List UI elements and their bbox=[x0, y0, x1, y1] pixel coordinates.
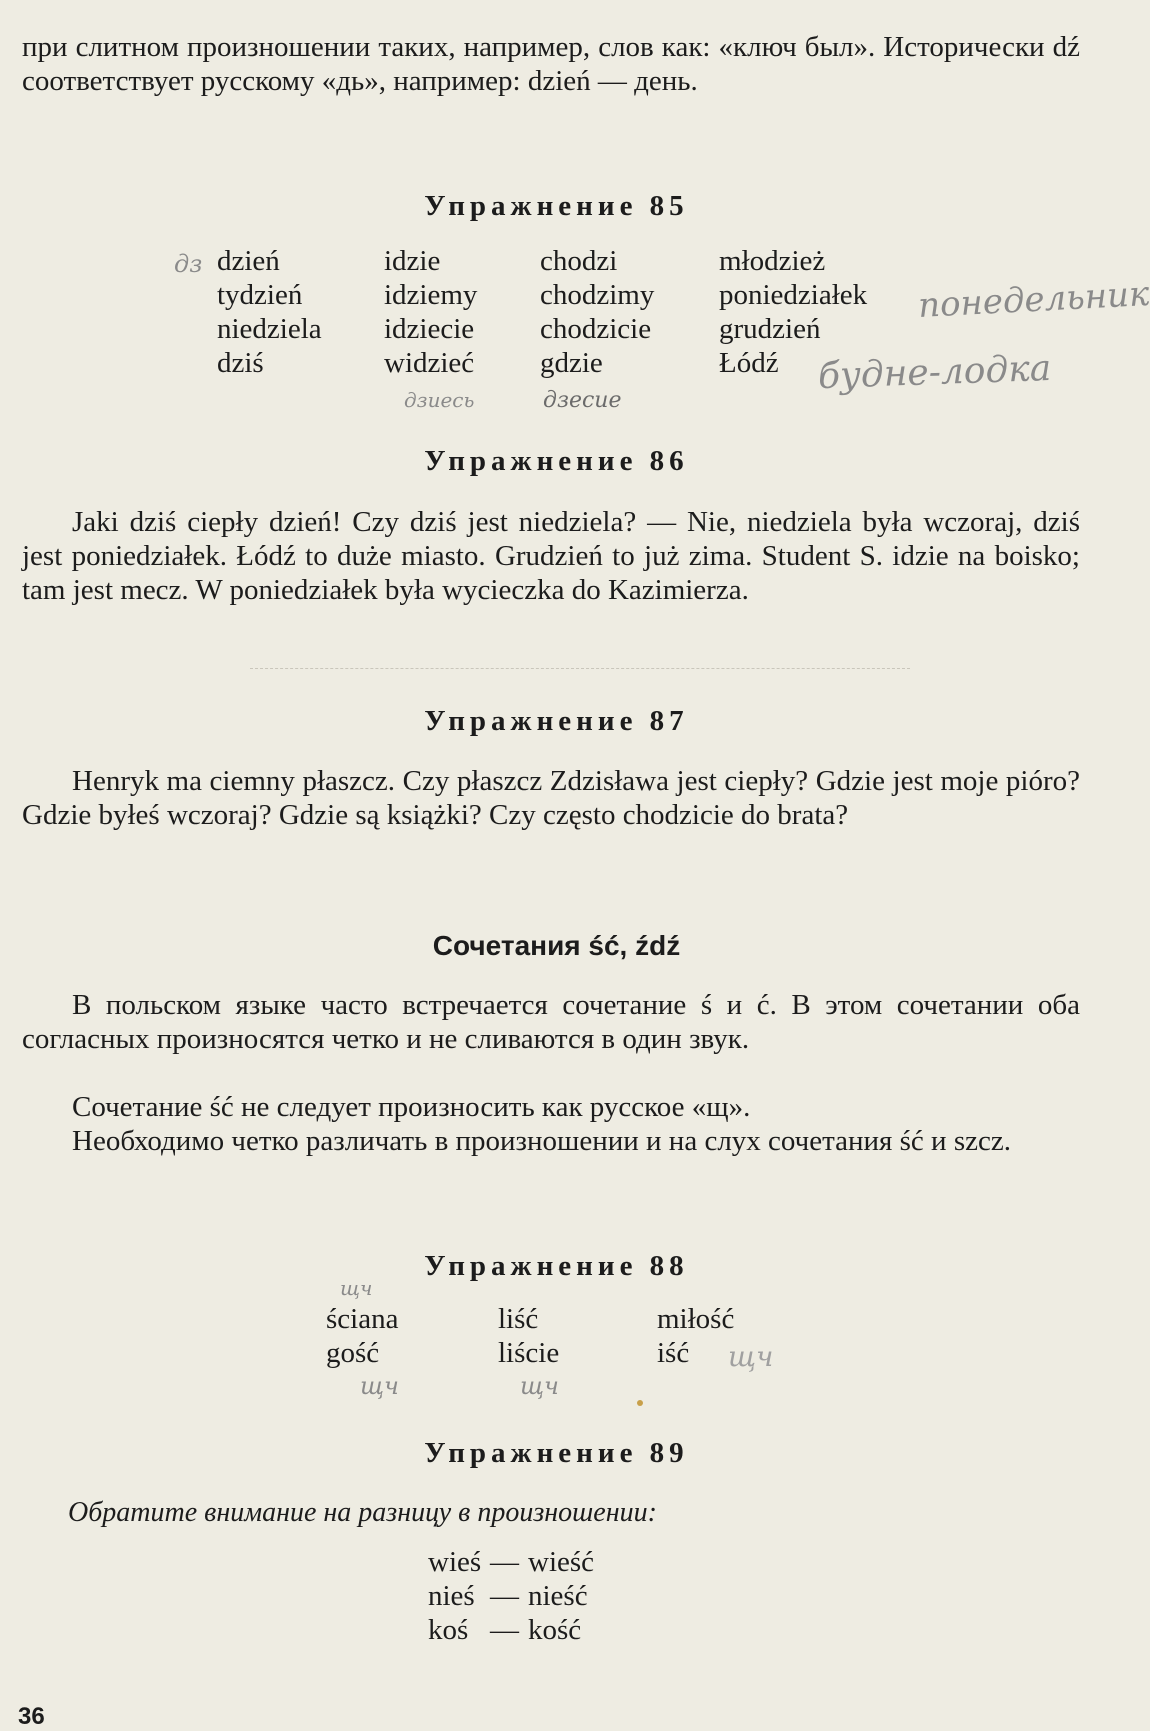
exercise-85-title: Упражнение 85 bbox=[424, 190, 689, 222]
exercise-87-title: Упражнение 87 bbox=[424, 705, 689, 737]
exercise-87-text: Henryk ma ciemny płaszcz. Czy płaszcz Zdzisława jest ciepły? Gdzie jest moje pióro? Gdzie byłeś wczoraj? Gdzie są książki? Czy często chodzicie do brata? bbox=[22, 765, 1080, 831]
handwritten-note: понедельник bbox=[917, 273, 1150, 327]
exercise-86-text: Jaki dziś ciepły dzień! Czy dziś jest niedziela? — Nie, niedziela była wczoraj, dziś jest poniedziałek. Łódź to duże miasto. Grudzień to już zima. Student S. idzie na boisko; tam jest mecz. W poniedziałek była wycieczka do Kazimierza. bbox=[22, 506, 1080, 606]
section-paragraph-3: Необходимо четко различать в произношении и на слух сочетания ść и szcz. bbox=[72, 1125, 1011, 1157]
divider bbox=[250, 668, 910, 669]
handwritten-note: щч bbox=[520, 1372, 559, 1400]
ex85-column-3 bbox=[540, 244, 654, 380]
pair-dash: — bbox=[490, 1546, 519, 1578]
handwritten-note: дзесие bbox=[543, 388, 622, 413]
ex85-word: tydzień bbox=[217, 279, 303, 311]
word-pair bbox=[428, 1545, 594, 1579]
section-paragraph-2: Сочетание ść не следует произносить как русское «щ». bbox=[72, 1091, 751, 1123]
ex88-word: liść bbox=[498, 1303, 539, 1335]
ex85-word: widzieć bbox=[384, 347, 475, 379]
exercise-89-title: Упражнение 89 bbox=[424, 1437, 689, 1469]
ex85-column-1 bbox=[217, 244, 322, 380]
ex85-word: grudzień bbox=[719, 313, 821, 345]
section-title: Сочетания ść, źdź bbox=[432, 930, 681, 961]
ex85-word: idziemy bbox=[384, 279, 478, 311]
ex88-column-2 bbox=[498, 1302, 559, 1370]
pair-second: wieść bbox=[528, 1546, 595, 1578]
ex85-word: chodzimy bbox=[540, 279, 655, 311]
ex85-word: dziś bbox=[217, 347, 264, 379]
ex88-word: liście bbox=[498, 1337, 560, 1369]
handwritten-note: щч bbox=[360, 1372, 399, 1400]
word-pair bbox=[428, 1613, 594, 1647]
ex88-word: ściana bbox=[326, 1303, 399, 1335]
pair-dash: — bbox=[490, 1580, 519, 1612]
ex85-word: idziecie bbox=[384, 313, 475, 345]
pair-second: nieść bbox=[528, 1580, 588, 1612]
handwritten-note: дзиесь bbox=[404, 388, 475, 412]
ex85-word: młodzież bbox=[719, 245, 826, 277]
ex88-word: iść bbox=[657, 1337, 690, 1369]
ex85-word: niedziela bbox=[217, 313, 322, 345]
ex85-word: chodzi bbox=[540, 245, 618, 277]
pair-second: kość bbox=[528, 1614, 582, 1646]
ex85-word: gdzie bbox=[540, 347, 603, 379]
exercise-88-title: Упражнение 88 bbox=[424, 1250, 689, 1282]
exercise-89-instruction: Обратите внимание на разницу в произношении: bbox=[68, 1497, 657, 1528]
ink-spot bbox=[637, 1400, 643, 1406]
ex88-column-3 bbox=[657, 1302, 734, 1370]
exercise-89-pairs bbox=[428, 1545, 594, 1647]
pair-dash: — bbox=[490, 1614, 519, 1646]
pair-first: wieś bbox=[428, 1546, 482, 1578]
word-pair bbox=[428, 1579, 594, 1613]
ex85-word: poniedziałek bbox=[719, 279, 868, 311]
ex85-word: Łódź bbox=[719, 347, 779, 379]
ex88-word: miłość bbox=[657, 1303, 735, 1335]
pair-first: koś bbox=[428, 1614, 469, 1646]
ex85-word: chodzicie bbox=[540, 313, 652, 345]
section-paragraph-1: В польском языке часто встречается сочетание ś и ć. В этом сочетании оба согласных произносятся четко и не сливаются в один звук. bbox=[22, 989, 1080, 1055]
ex85-column-2 bbox=[384, 244, 477, 380]
ex88-column-1 bbox=[326, 1302, 398, 1370]
ex85-word: dzień bbox=[217, 245, 280, 277]
exercise-86-title: Упражнение 86 bbox=[424, 445, 689, 477]
intro-paragraph: при слитном произношении таких, например, слов как: «ключ был». Исторически dź соответствует русскому «дь», например: dzień — день. bbox=[22, 31, 1080, 97]
ex88-word: gość bbox=[326, 1337, 380, 1369]
handwritten-note: дз bbox=[174, 250, 203, 278]
handwritten-note: щч bbox=[728, 1340, 774, 1373]
pair-first: nieś bbox=[428, 1580, 475, 1612]
page-number: 36 bbox=[18, 1703, 45, 1730]
handwritten-note: будне-лодка bbox=[817, 347, 1052, 398]
handwritten-note: щч bbox=[340, 1276, 373, 1300]
ex85-word: idzie bbox=[384, 245, 441, 277]
